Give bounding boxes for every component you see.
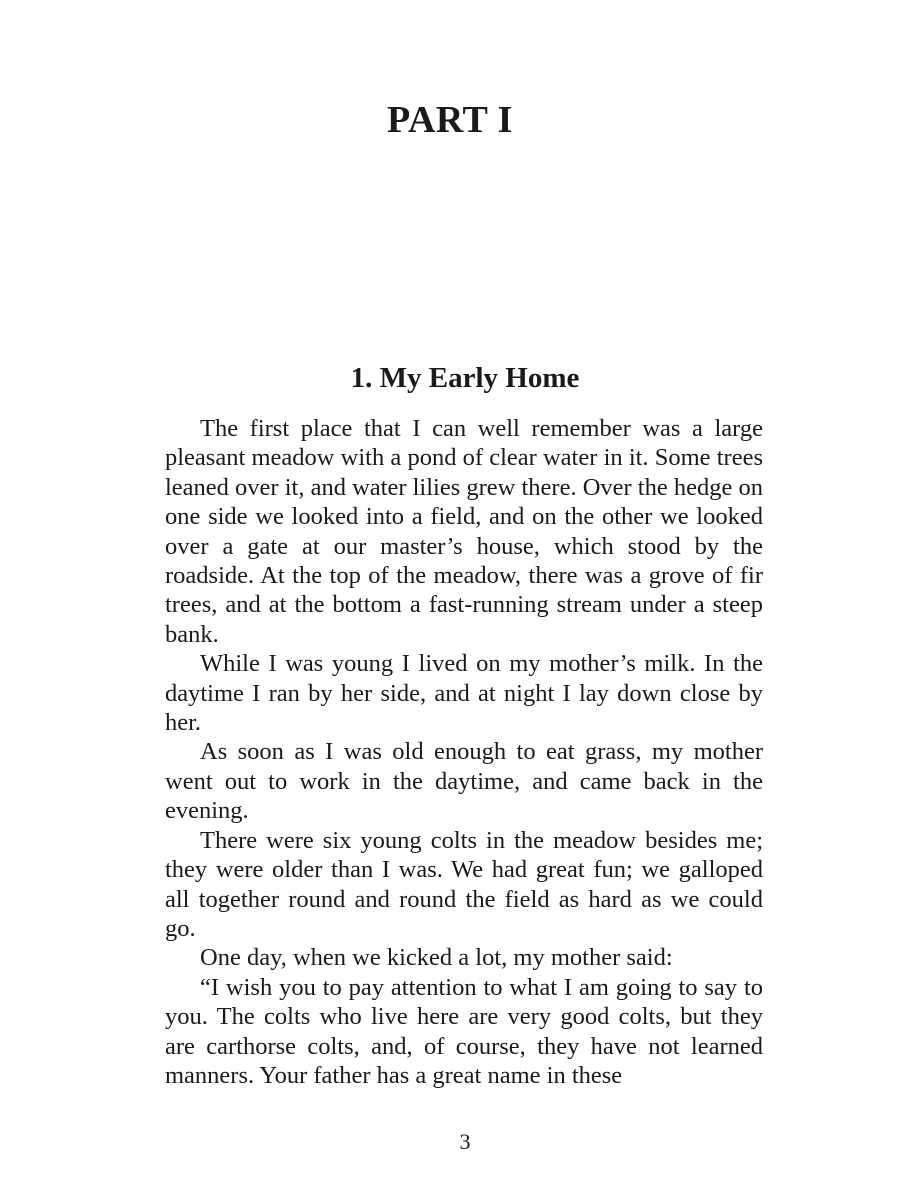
chapter-title: 1. My Early Home: [350, 362, 580, 394]
paragraph: While I was young I lived on my mother’s milk. In the daytime I ran by her side, and at night I lay down close by her.: [165, 650, 763, 737]
paragraph: The first place that I can well remember was a large pleasant meadow with a pond of clear water in it. Some trees leaned over it, and water lilies grew there. Over the hedge on one side we looked into a field, and on the other we looked over a gate at our master’s house, which stood by the roadside. At the top of the meadow, there was a grove of fir trees, and at the bottom a fast-running stream under a steep bank.: [165, 415, 763, 648]
paragraph: As soon as I was old enough to eat grass, my mother went out to work in the daytime, and came back in the evening.: [165, 738, 763, 825]
paragraph: One day, when we kicked a lot, my mother said:: [200, 944, 673, 972]
body-text: [165, 414, 763, 1090]
part-title: PART I: [387, 99, 513, 141]
paragraph: There were six young colts in the meadow besides me; they were older than I was. We had great fun; we galloped all together round and round the field as hard as we could go.: [165, 826, 763, 942]
page-number: 3: [459, 1129, 471, 1154]
paragraph: “I wish you to pay attention to what I am going to say to you. The colts who live here are very good colts, but they are carthorse colts, and, of course, they have not learned manners. Your father has a great name in these: [165, 973, 763, 1089]
